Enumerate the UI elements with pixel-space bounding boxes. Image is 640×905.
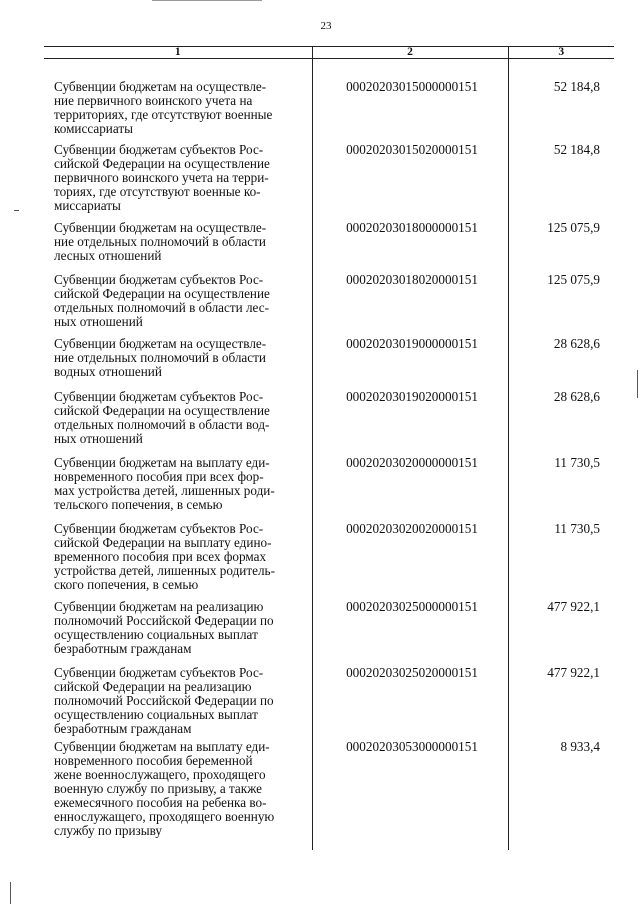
row-name-line: Субвенции бюджетам субъектов Рос- <box>54 389 264 404</box>
row-name <box>44 59 312 144</box>
row-name-line: сийской Федерации на осуществление <box>54 403 270 418</box>
row-name-line: отдельных полномочий в области вод- <box>54 417 270 432</box>
header-col-2: 2 <box>312 47 508 59</box>
row-amount: 477 922,1 <box>508 600 614 666</box>
row-amount: 477 922,1 <box>508 666 614 740</box>
header-col-3: 3 <box>508 47 614 59</box>
row-code: 00020203018000000151 <box>312 221 508 273</box>
row-code: 00020203020020000151 <box>312 522 508 600</box>
row-name-line: ториях, где отсутствуют военные ко- <box>54 184 261 199</box>
row-name-line: службу по призыву <box>54 823 162 838</box>
row-name-line: отдельных полномочий в области лес- <box>54 300 269 315</box>
row-name-line: ние отдельных полномочий в области <box>54 350 266 365</box>
table-row <box>44 666 614 740</box>
row-name-line: сийской Федерации на выплату едино- <box>54 535 272 550</box>
row-name-line: первичного воинского учета на терри- <box>54 170 269 185</box>
row-name-line: сийской Федерации на осуществление <box>54 286 270 301</box>
row-amount: 125 075,9 <box>508 221 614 273</box>
row-amount: 28 628,6 <box>508 390 614 456</box>
row-name-line: ежемесячного пособия на ребенка во- <box>54 795 267 810</box>
table-row <box>44 390 614 456</box>
table-row <box>44 337 614 390</box>
row-amount: 11 730,5 <box>508 456 614 522</box>
row-name <box>44 221 312 273</box>
row-name <box>44 273 312 337</box>
row-name-line: еннослужащего, проходящего военную <box>54 809 275 824</box>
row-code: 00020203025000000151 <box>312 600 508 666</box>
scan-mark-bottom-left <box>10 882 11 904</box>
row-name <box>44 390 312 456</box>
row-name <box>44 740 312 850</box>
row-name-line: Субвенции бюджетам субъектов Рос- <box>54 665 264 680</box>
row-name-line: тельского попечения, в семью <box>54 497 223 512</box>
table-row <box>44 273 614 337</box>
header-col-1: 1 <box>44 47 312 59</box>
scan-mark-top <box>152 0 262 1</box>
row-name-line: территориях, где отсутствуют военные <box>54 107 273 122</box>
row-amount: 52 184,8 <box>508 59 614 144</box>
table-row <box>44 600 614 666</box>
row-name-line: ных отношений <box>54 431 143 446</box>
row-name-line: полномочий Российской Федерации по <box>54 613 274 628</box>
row-name-line: ние первичного воинского учета на <box>54 93 253 108</box>
row-name-line: Субвенции бюджетам на выплату еди- <box>54 739 270 754</box>
row-name-line: Субвенции бюджетам на осуществле- <box>54 220 267 235</box>
row-name-line: Субвенции бюджетам субъектов Рос- <box>54 142 264 157</box>
row-name-line: ского попечения, в семью <box>54 577 199 592</box>
scan-mark-left <box>14 210 19 211</box>
row-name-line: ных отношений <box>54 314 143 329</box>
row-name-line: жене военнослужащего, проходящего <box>54 767 266 782</box>
row-name-line: Субвенции бюджетам на выплату еди- <box>54 455 270 470</box>
row-name-line: безработным гражданам <box>54 721 192 736</box>
row-name-line: новременного пособия беременной <box>54 753 253 768</box>
row-name-line: мах устройства детей, лишенных роди- <box>54 483 275 498</box>
row-name-line: новременного пособия при всех фор- <box>54 469 264 484</box>
row-name-line: Субвенции бюджетам на реализацию <box>54 599 264 614</box>
row-code: 00020203025020000151 <box>312 666 508 740</box>
row-name <box>44 600 312 666</box>
row-name <box>44 337 312 390</box>
row-name-line: Субвенции бюджетам субъектов Рос- <box>54 521 264 536</box>
row-name-line: устройства детей, лишенных родитель- <box>54 563 275 578</box>
row-name-line: Субвенции бюджетам на осуществле- <box>54 336 267 351</box>
row-code: 00020203015000000151 <box>312 59 508 144</box>
row-name-line: безработным гражданам <box>54 641 192 656</box>
row-code: 00020203020000000151 <box>312 456 508 522</box>
row-name-line: временного пособия при всех формах <box>54 549 267 564</box>
row-code: 00020203053000000151 <box>312 740 508 850</box>
row-code: 00020203019000000151 <box>312 337 508 390</box>
scan-mark-right <box>637 370 638 398</box>
row-name <box>44 456 312 522</box>
page-number: 23 <box>320 20 332 32</box>
row-name-line: военную службу по призыву, а также <box>54 781 262 796</box>
row-name-line: сийской Федерации на осуществление <box>54 156 270 171</box>
row-code: 00020203015020000151 <box>312 143 508 221</box>
row-code: 00020203018020000151 <box>312 273 508 337</box>
table-row <box>44 143 614 221</box>
row-name-line: сийской Федерации на реализацию <box>54 679 252 694</box>
row-name-line: Субвенции бюджетам субъектов Рос- <box>54 272 264 287</box>
row-name-line: осуществлению социальных выплат <box>54 627 258 642</box>
row-amount: 125 075,9 <box>508 273 614 337</box>
table-row <box>44 221 614 273</box>
row-name-line: ние отдельных полномочий в области <box>54 234 266 249</box>
row-name <box>44 522 312 600</box>
table-row <box>44 456 614 522</box>
row-amount: 11 730,5 <box>508 522 614 600</box>
row-name-line: водных отношений <box>54 364 162 379</box>
table-row <box>44 740 614 850</box>
table-row <box>44 522 614 600</box>
row-name-line: комиссариаты <box>54 121 133 136</box>
row-code: 00020203019020000151 <box>312 390 508 456</box>
row-amount: 8 933,4 <box>508 740 614 850</box>
row-name <box>44 143 312 221</box>
row-amount: 28 628,6 <box>508 337 614 390</box>
table-row <box>44 59 614 144</box>
row-name-line: полномочий Российской Федерации по <box>54 693 274 708</box>
row-name-line: осуществлению социальных выплат <box>54 707 258 722</box>
row-name-line: Субвенции бюджетам на осуществле- <box>54 79 267 94</box>
header-row <box>44 47 614 59</box>
row-amount: 52 184,8 <box>508 143 614 221</box>
row-name <box>44 666 312 740</box>
row-name-line: лесных отношений <box>54 248 162 263</box>
row-name-line: миссариаты <box>54 198 121 213</box>
subventions-table <box>44 46 614 850</box>
